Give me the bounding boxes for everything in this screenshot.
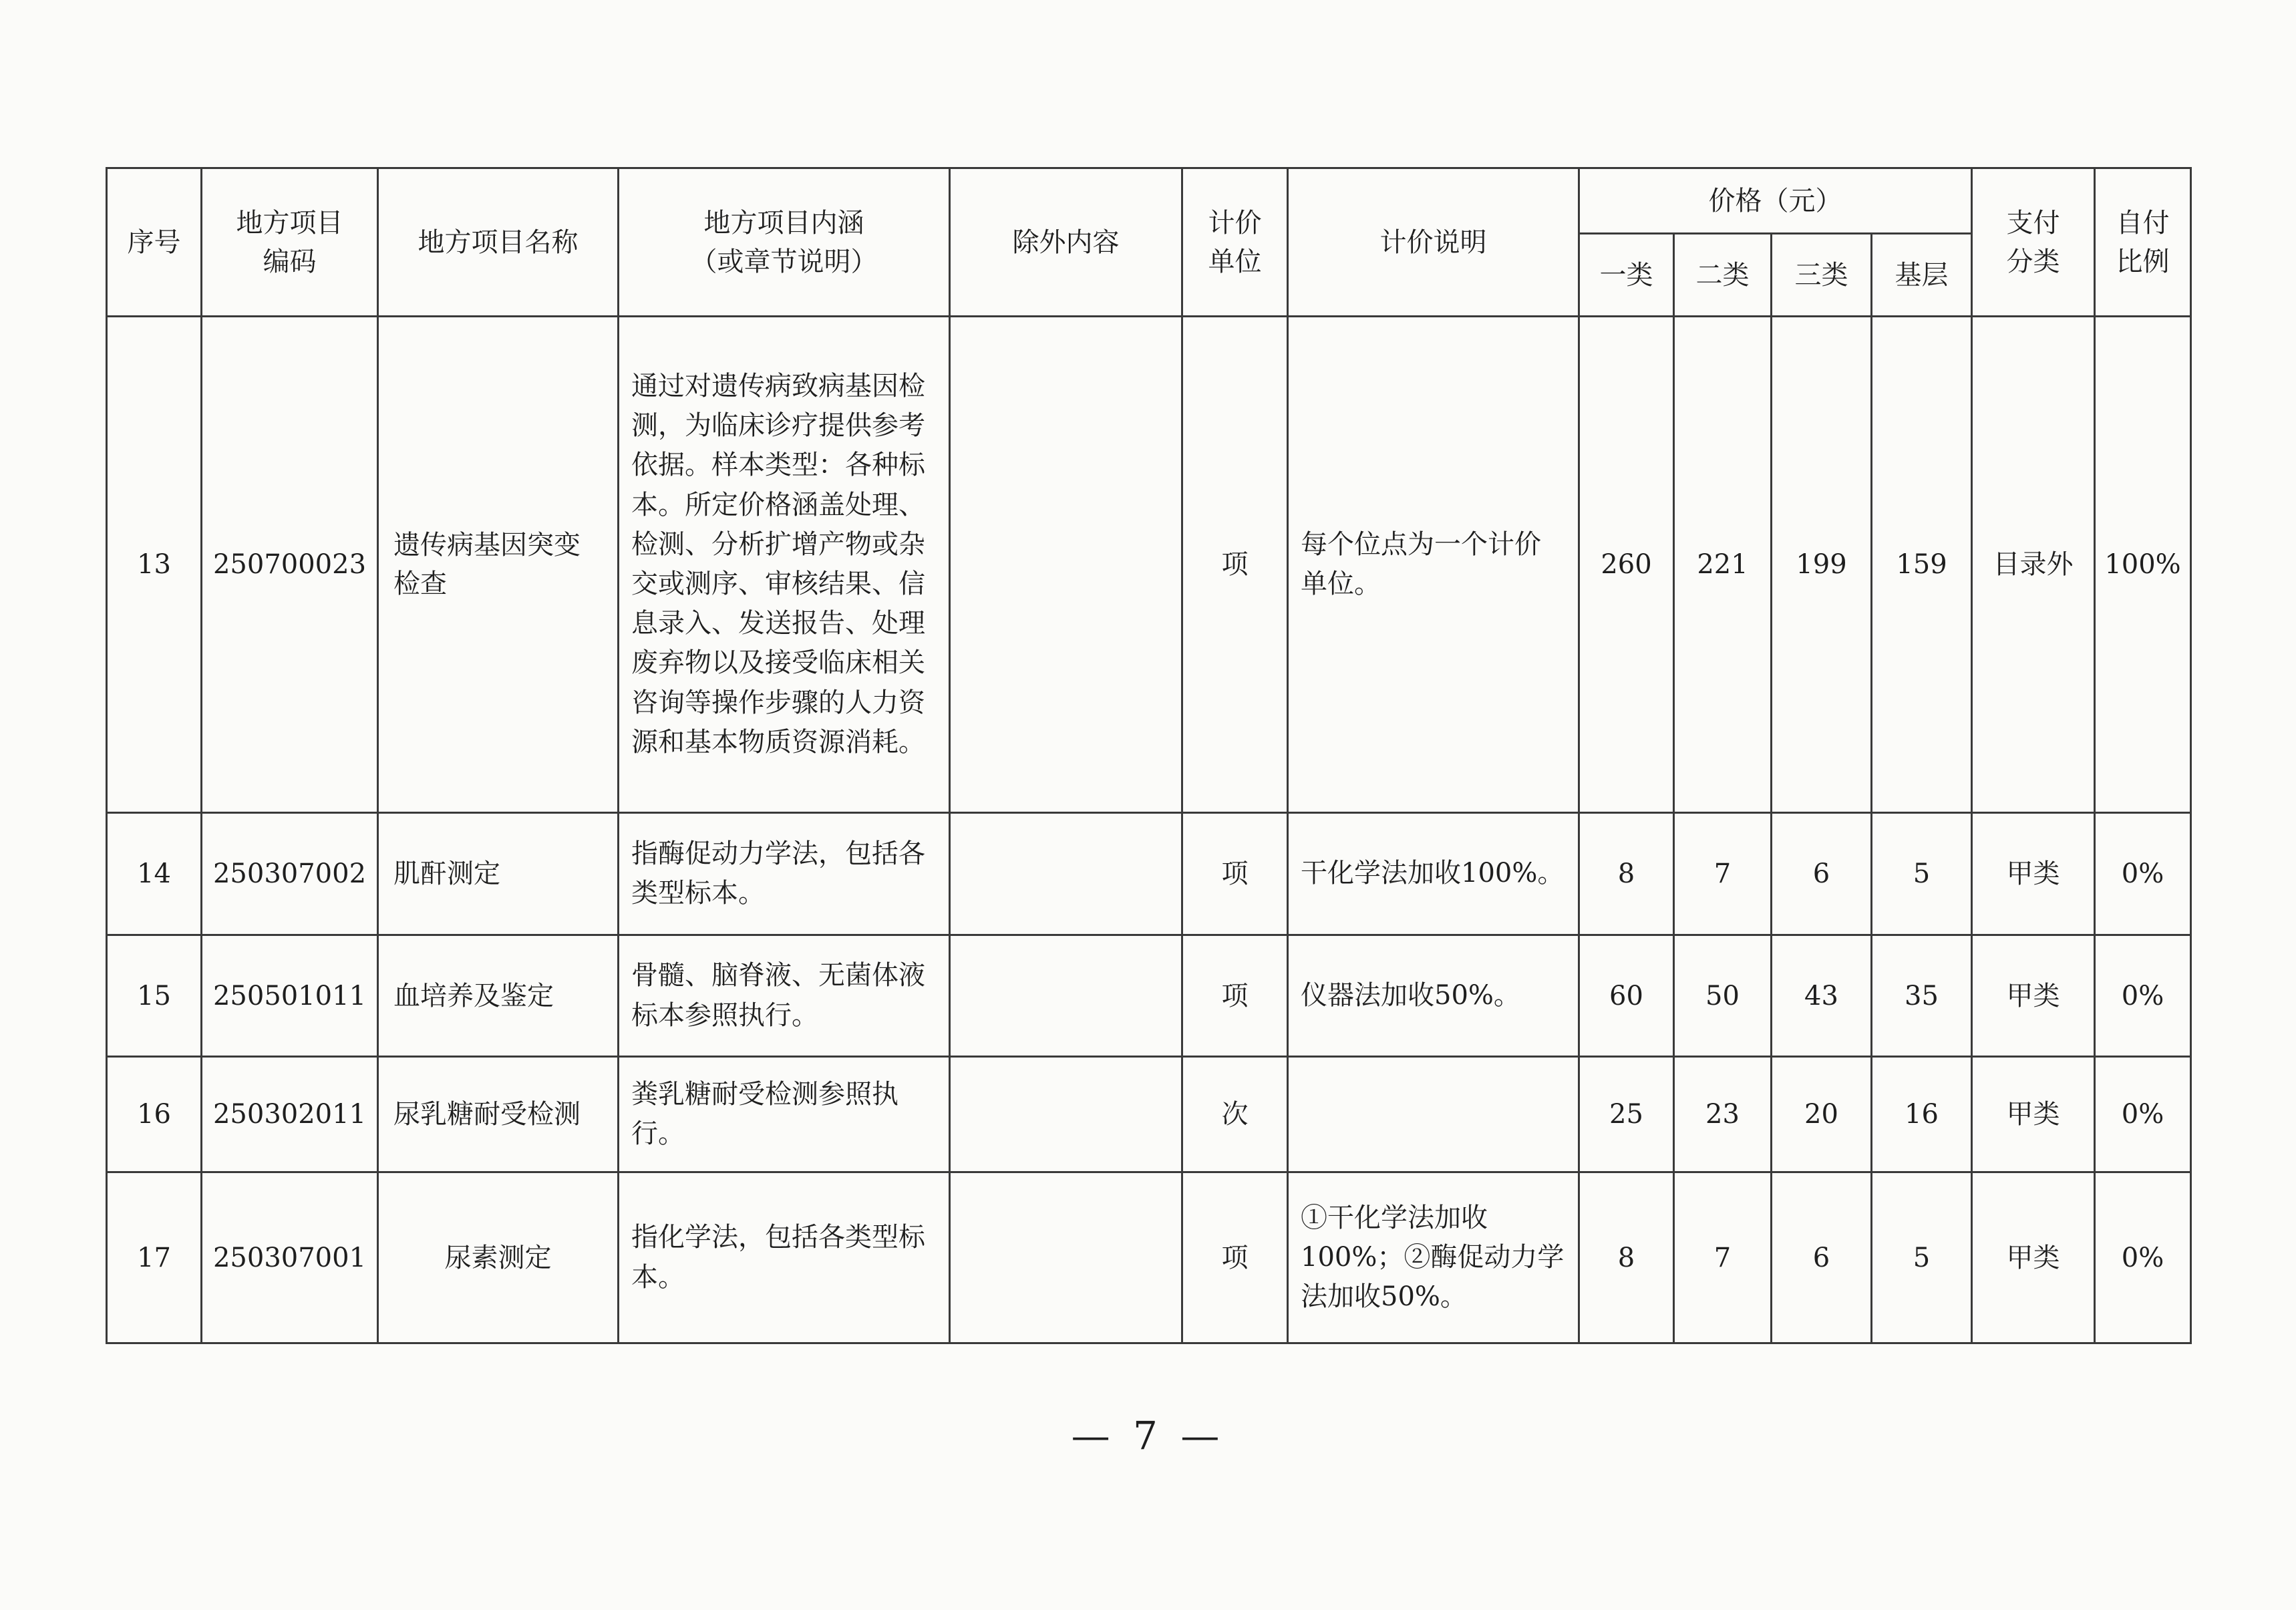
cell-code: 250307001	[202, 1172, 378, 1343]
header-code: 地方项目 编码	[202, 168, 378, 317]
cell-content: 通过对遗传病致病基因检测，为临床诊疗提供参考依据。样本类型：各种标本。所定价格涵盖处理、检测、分析扩增产物或杂交或测序、审核结果、信息录入、发送报告、处理废弃物以及接受临床相关咨询等操作步骤的人力资源和基本物质资源消耗。	[619, 317, 950, 813]
cell-price-basic: 35	[1872, 935, 1972, 1057]
table-row	[107, 935, 2191, 1057]
cell-payment: 甲类	[1972, 935, 2095, 1057]
cell-price-basic: 5	[1872, 1172, 1972, 1343]
cell-payment: 甲类	[1972, 1057, 2095, 1172]
cell-unit: 次	[1182, 1057, 1288, 1172]
header-name: 地方项目名称	[378, 168, 619, 317]
cell-content: 骨髓、脑脊液、无菌体液标本参照执行。	[619, 935, 950, 1057]
cell-name: 肌酐测定	[378, 813, 619, 935]
cell-code: 250307002	[202, 813, 378, 935]
cell-price-class3: 6	[1772, 1172, 1872, 1343]
cell-price-class1: 260	[1579, 317, 1674, 813]
header-price-class3: 三类	[1772, 234, 1872, 317]
cell-excluded	[950, 317, 1182, 813]
cell-price-class3: 6	[1772, 813, 1872, 935]
header-seq: 序号	[107, 168, 202, 317]
cell-unit: 项	[1182, 813, 1288, 935]
cell-name: 遗传病基因突变检查	[378, 317, 619, 813]
cell-price-class1: 8	[1579, 1172, 1674, 1343]
cell-name: 血培养及鉴定	[378, 935, 619, 1057]
cell-selfpay: 0%	[2095, 935, 2191, 1057]
cell-payment: 目录外	[1972, 317, 2095, 813]
cell-excluded	[950, 935, 1182, 1057]
cell-price-class3: 43	[1772, 935, 1872, 1057]
table-row	[107, 317, 2191, 813]
cell-note: 仪器法加收50%。	[1288, 935, 1579, 1057]
header-price-basic: 基层	[1872, 234, 1972, 317]
cell-excluded	[950, 1057, 1182, 1172]
cell-content: 指化学法，包括各类型标本。	[619, 1172, 950, 1343]
table-row	[107, 1057, 2191, 1172]
cell-seq: 14	[107, 813, 202, 935]
cell-seq: 15	[107, 935, 202, 1057]
cell-payment: 甲类	[1972, 1172, 2095, 1343]
table-row	[107, 813, 2191, 935]
cell-name: 尿乳糖耐受检测	[378, 1057, 619, 1172]
page-number: — 7 —	[1071, 1413, 1225, 1458]
cell-price-basic: 5	[1872, 813, 1972, 935]
header-price-class1: 一类	[1579, 234, 1674, 317]
cell-unit: 项	[1182, 317, 1288, 813]
cell-code: 250302011	[202, 1057, 378, 1172]
header-price-group: 价格（元）	[1579, 168, 1972, 234]
header-pricing-note: 计价说明	[1288, 168, 1579, 317]
header-price-class2: 二类	[1674, 234, 1772, 317]
header-content: 地方项目内涵 （或章节说明）	[619, 168, 950, 317]
cell-name: 尿素测定	[378, 1172, 619, 1343]
cell-note: ①干化学法加收100%；②酶促动力学法加收50%。	[1288, 1172, 1579, 1343]
header-excluded: 除外内容	[950, 168, 1182, 317]
cell-price-class3: 20	[1772, 1057, 1872, 1172]
cell-seq: 13	[107, 317, 202, 813]
cell-price-class1: 60	[1579, 935, 1674, 1057]
cell-price-class2: 7	[1674, 813, 1772, 935]
cell-price-class2: 23	[1674, 1057, 1772, 1172]
cell-note: 每个位点为一个计价单位。	[1288, 317, 1579, 813]
cell-price-basic: 159	[1872, 317, 1972, 813]
cell-price-class1: 25	[1579, 1057, 1674, 1172]
cell-excluded	[950, 1172, 1182, 1343]
cell-content: 粪乳糖耐受检测参照执行。	[619, 1057, 950, 1172]
cell-unit: 项	[1182, 935, 1288, 1057]
cell-code: 250501011	[202, 935, 378, 1057]
cell-selfpay: 0%	[2095, 1057, 2191, 1172]
header-payment: 支付 分类	[1972, 168, 2095, 317]
cell-content: 指酶促动力学法，包括各类型标本。	[619, 813, 950, 935]
cell-selfpay: 0%	[2095, 1172, 2191, 1343]
cell-price-class3: 199	[1772, 317, 1872, 813]
cell-note: 干化学法加收100%。	[1288, 813, 1579, 935]
cell-note	[1288, 1057, 1579, 1172]
cell-unit: 项	[1182, 1172, 1288, 1343]
cell-code: 250700023	[202, 317, 378, 813]
cell-selfpay: 0%	[2095, 813, 2191, 935]
cell-excluded	[950, 813, 1182, 935]
cell-price-class2: 50	[1674, 935, 1772, 1057]
header-row-1	[107, 168, 2191, 234]
cell-price-class2: 7	[1674, 1172, 1772, 1343]
cell-seq: 16	[107, 1057, 202, 1172]
cell-price-class1: 8	[1579, 813, 1674, 935]
cell-price-class2: 221	[1674, 317, 1772, 813]
header-unit: 计价 单位	[1182, 168, 1288, 317]
table-row	[107, 1172, 2191, 1343]
cell-payment: 甲类	[1972, 813, 2095, 935]
price-table	[106, 167, 2192, 1344]
header-selfpay: 自付 比例	[2095, 168, 2191, 317]
cell-price-basic: 16	[1872, 1057, 1972, 1172]
cell-selfpay: 100%	[2095, 317, 2191, 813]
cell-seq: 17	[107, 1172, 202, 1343]
